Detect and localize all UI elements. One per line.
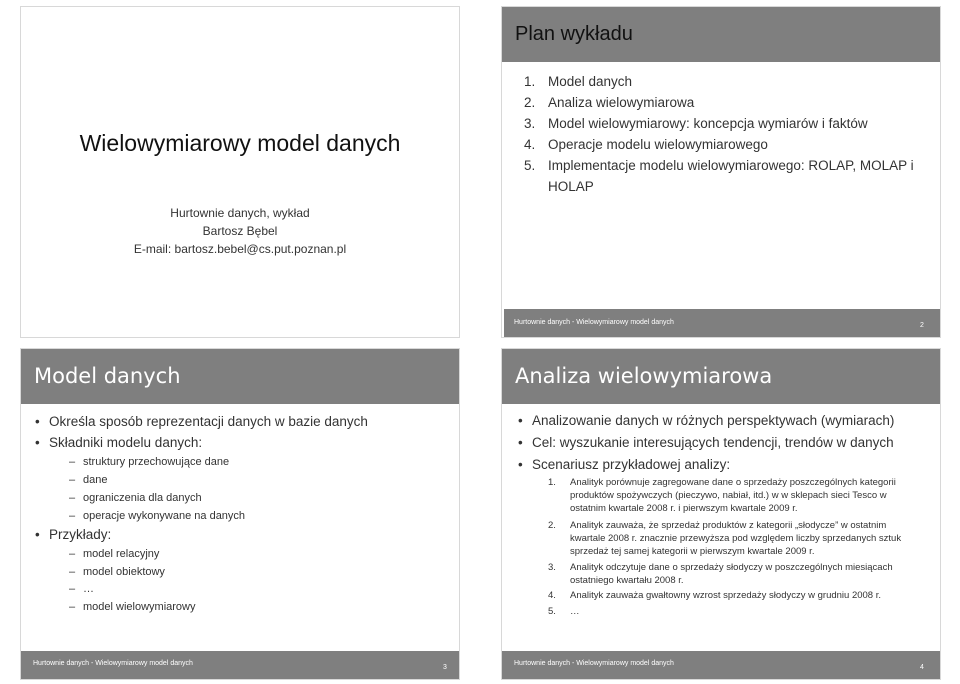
footer-text: Hurtownie danych - Wielowymiarowy model danych xyxy=(514,660,674,667)
step-item: 5. … xyxy=(548,606,580,617)
step-item: 3. Analityk odczytuje dane o sprzedaży słodyczy w poszczególnych miesiącach ostatniego kwartału 2008 r. xyxy=(548,562,893,586)
slide-title: Plan wykładu xyxy=(515,23,633,45)
bullet-item: • Cel: wyszukanie interesujących tendencji, trendów w danych xyxy=(518,435,894,450)
list-item: 1. Model danych xyxy=(524,74,633,89)
sub-item: – … xyxy=(69,583,94,595)
sub-item: – model relacyjny xyxy=(69,548,160,560)
step-item: 1. Analityk porównuje zagregowane dane o sprzedaży poszczególnych kategorii produktów spożywczych (pieczywo, nabiał, itd.) w w sklepach sieci Tesco w ostatnim kwartale 2008 r. i pierwszym kwartale 2009 r. xyxy=(548,477,896,514)
sub-item: – operacje wykonywane na danych xyxy=(69,510,246,522)
page-number: 3 xyxy=(443,664,447,671)
author-info xyxy=(21,204,459,258)
bullet-item: • Określa sposób reprezentacji danych w bazie danych xyxy=(35,414,368,429)
step-item: 4. Analityk zauważa gwałtowny wzrost sprzedaży słodyczy w grudniu 2008 r. xyxy=(548,590,882,601)
bullet-item: • Analizowanie danych w różnych perspektywach (wymiarach) xyxy=(518,413,895,428)
author-name: Bartosz Bębel xyxy=(202,224,278,238)
slide-2 xyxy=(501,6,941,338)
author-email: E-mail: bartosz.bebel@cs.put.poznan.pl xyxy=(133,242,347,256)
slide-1 xyxy=(20,6,460,338)
sub-item: – ograniczenia dla danych xyxy=(69,492,202,504)
course-line: Hurtownie danych, wykład xyxy=(170,206,310,220)
agenda-list xyxy=(524,71,924,197)
bullet-item: • Składniki modelu danych: xyxy=(35,435,203,450)
bullet-item: • Przykłady: xyxy=(35,527,112,542)
sub-item: – dane xyxy=(69,474,108,486)
list-item: 2. Analiza wielowymiarowa xyxy=(524,95,695,110)
page-number: 2 xyxy=(920,322,924,329)
slide-title: Model danych xyxy=(34,364,181,388)
list-item: 4. Operacje modelu wielowymiarowego xyxy=(524,137,768,152)
page-number: 4 xyxy=(920,664,924,671)
sub-item: – struktury przechowujące dane xyxy=(69,456,230,468)
sub-item: – model wielowymiarowy xyxy=(69,601,196,613)
presentation-title: Wielowymiarowy model danych xyxy=(79,130,401,156)
slide-4 xyxy=(501,348,941,680)
bullet-item: • Scenariusz przykładowej analizy: xyxy=(518,457,731,472)
step-item: 2. Analityk zauważa, że sprzedaż produktów z kategorii „słodycze” w ostatnim kwartale 2008 r. znacznie przewyższa pod względem liczby sprzedanych sztuk sprzedaż tej samej kategorii w pierwszym kwartale 2009 r. xyxy=(548,520,902,557)
list-item: 5. Implementacje modelu wielowymiarowego: ROLAP, MOLAP i HOLAP xyxy=(524,158,914,194)
footer-text: Hurtownie danych - Wielowymiarowy model danych xyxy=(33,660,193,667)
list-item: 3. Model wielowymiarowy: koncepcja wymiarów i faktów xyxy=(524,116,868,131)
footer-text: Hurtownie danych - Wielowymiarowy model danych xyxy=(514,319,674,326)
slide-3 xyxy=(20,348,460,680)
sub-item: – model obiektowy xyxy=(69,566,165,578)
slide-title: Analiza wielowymiarowa xyxy=(515,364,773,388)
